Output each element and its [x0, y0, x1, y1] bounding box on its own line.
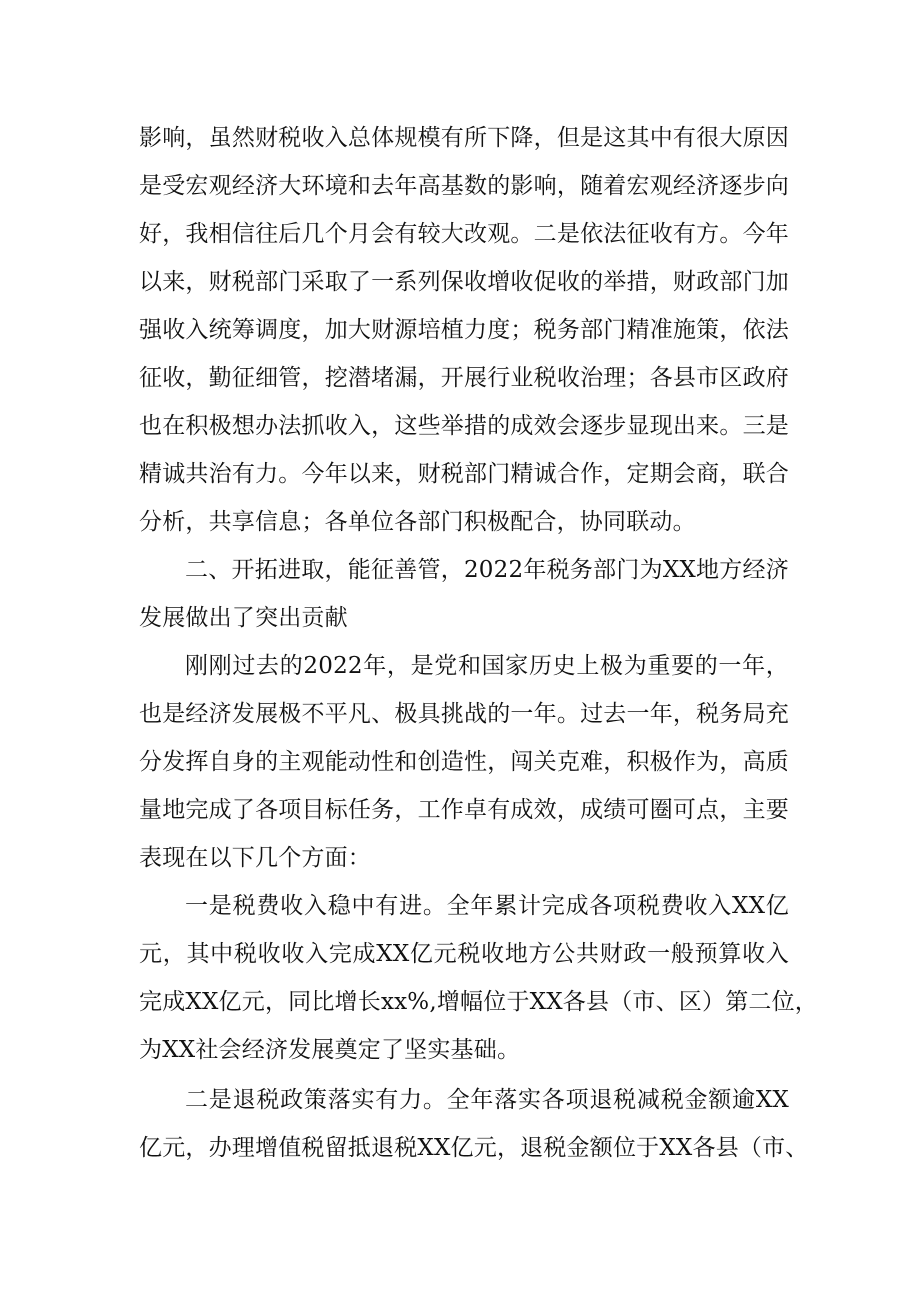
- text-line: 分发挥自身的主观能动性和创造性，闯关克难，积极作为，高质: [139, 749, 789, 775]
- text-line: 刚刚过去的2022年，是党和国家历史上极为重要的一年，: [185, 653, 789, 679]
- text-line: 表现在以下几个方面：: [139, 845, 371, 871]
- section-heading: 发展做出了突出贡献: [139, 605, 348, 631]
- text-line: 强收入统筹调度，加大财源培植力度；税务部门精准施策，依法: [139, 317, 789, 343]
- text-line: 也在积极想办法抓收入，这些举措的成效会逐步显现出来。三是: [139, 413, 789, 439]
- text-line: 分析，共享信息；各单位各部门积极配合，协同联动。: [139, 509, 696, 535]
- text-line: 亿元，办理增值税留抵退税XX亿元，退税金额位于XX各县（市、: [139, 1135, 809, 1161]
- text-line: 也是经济发展极不平凡、极具挑战的一年。过去一年，税务局充: [139, 701, 789, 727]
- text-line: 影响，虽然财税收入总体规模有所下降，但是这其中有很大原因: [139, 125, 789, 151]
- text-line: 以来，财税部门采取了一系列保收增收促收的举措，财政部门加: [139, 269, 789, 295]
- text-line: 一是税费收入稳中有进。全年累计完成各项税费收入XX亿: [185, 893, 789, 919]
- text-line: 完成XX亿元，同比增长xx%,增幅位于XX各县（市、区）第二位，: [139, 989, 819, 1015]
- text-line: 元，其中税收收入完成XX亿元税收地方公共财政一般预算收入: [139, 941, 789, 967]
- text-line: 是受宏观经济大环境和去年高基数的影响，随着宏观经济逐步向: [139, 173, 789, 199]
- text-line: 精诚共治有力。今年以来，财税部门精诚合作，定期会商，联合: [139, 461, 789, 487]
- text-line: 好，我相信往后几个月会有较大改观。二是依法征收有方。今年: [139, 221, 789, 247]
- text-line: 量地完成了各项目标任务，工作卓有成效，成绩可圈可点，主要: [139, 797, 789, 823]
- text-line: 为XX社会经济发展奠定了坚实基础。: [139, 1037, 521, 1063]
- text-line: 二是退税政策落实有力。全年落实各项退税减税金额逾XX: [185, 1087, 789, 1113]
- text-line: 征收，勤征细管，挖潜堵漏，开展行业税收治理；各县市区政府: [139, 365, 789, 391]
- section-heading: 二、开拓进取，能征善管，2022年税务部门为XX地方经济: [185, 557, 789, 583]
